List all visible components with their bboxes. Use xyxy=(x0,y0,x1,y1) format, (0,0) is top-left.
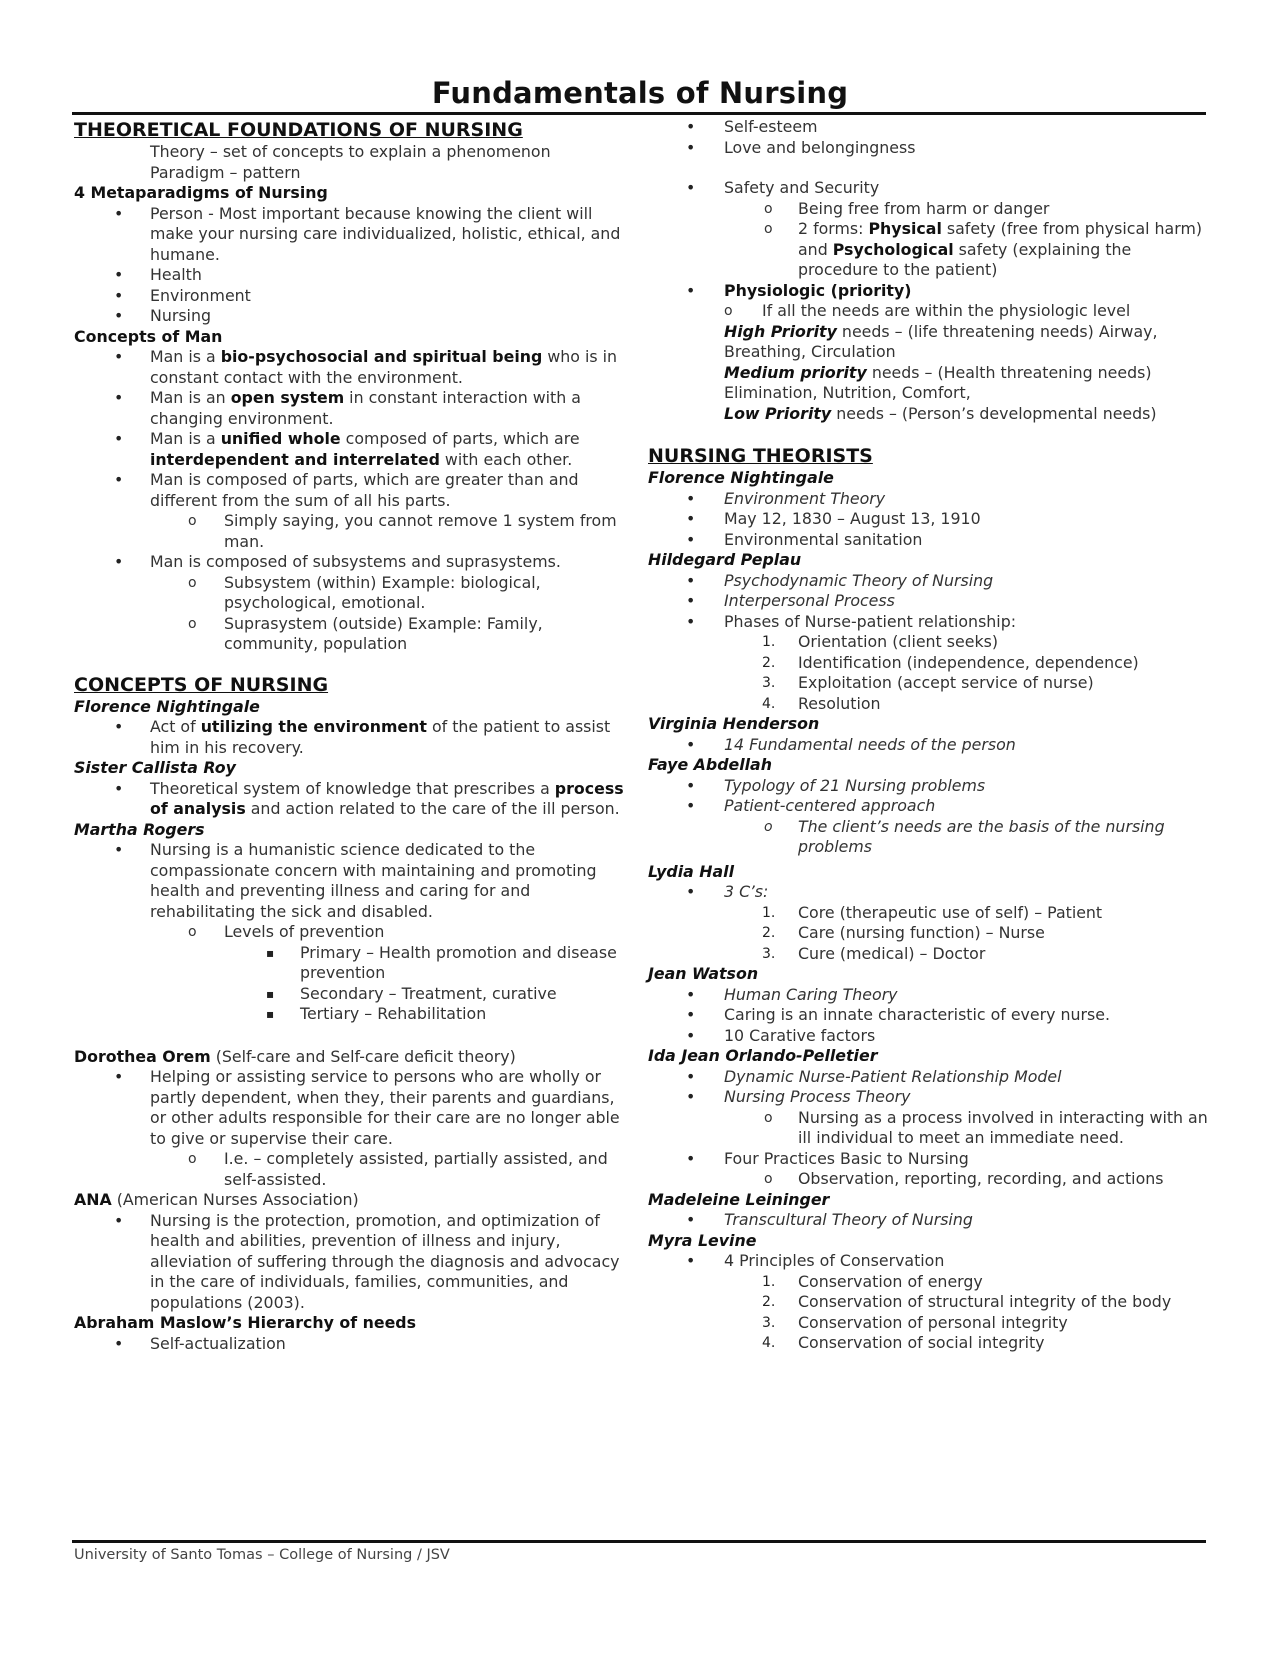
sub-list xyxy=(74,1149,634,1190)
list-item: • Environment xyxy=(74,286,634,307)
right-column xyxy=(648,117,1210,1354)
numbered-item: 2. Care (nursing function) – Nurse xyxy=(762,923,1045,942)
sub-list-item: o Observation, reporting, recording, and actions xyxy=(648,1169,1210,1190)
hall-cs-list xyxy=(648,903,1210,965)
name-dorothea-orem: Dorothea Orem (Self-care and Self-care deficit theory) xyxy=(74,1046,516,1066)
levine-principles-list xyxy=(648,1272,1210,1354)
name-myra-levine: Myra Levine xyxy=(648,1230,757,1250)
sub-list-item: o I.e. – completely assisted, partially assisted, and self-assisted. xyxy=(74,1149,634,1190)
list-item: • Helping or assisting service to persons who are wholly or partly dependent, when they, their parents and guardians, or other adults responsible for their care are no longer able to give or supervise their care. xyxy=(74,1067,634,1149)
sub-list-item: o Levels of prevention xyxy=(74,922,634,943)
physio-sub-item: o If all the needs are within the physiologic level xyxy=(724,301,1131,320)
maslow-list-cont xyxy=(648,117,1210,199)
low-priority: Low Priority needs – (Person’s developmental needs) xyxy=(724,403,1157,423)
section-heading-theoretical: THEORETICAL FOUNDATIONS OF NURSING xyxy=(74,119,523,141)
list-item: • Man is a unified whole composed of parts, which are interdependent and interrelated with each other. xyxy=(74,429,634,470)
peplau-list xyxy=(648,571,1210,633)
list-item: • Man is an open system in constant interaction with a changing environment. xyxy=(74,388,634,429)
list-item: • Environment Theory xyxy=(648,489,1210,510)
numbered-item: 2. Identification (independence, dependence) xyxy=(762,652,1139,672)
sub-list-item: o Simply saying, you cannot remove 1 system from man. xyxy=(74,511,634,552)
list-item: • Environmental sanitation xyxy=(648,530,1210,551)
numbered-item: 1. Core (therapeutic use of self) – Patient xyxy=(762,902,1103,922)
nightingale-list xyxy=(74,717,634,758)
list-item: • Theoretical system of knowledge that prescribes a process of analysis and action related to the care of the ill person. xyxy=(74,779,634,820)
list-item: • Nursing Process Theory xyxy=(648,1087,1210,1108)
list-item: • Human Caring Theory xyxy=(648,985,1210,1006)
numbered-item: 3. Cure (medical) – Doctor xyxy=(762,943,986,963)
document-title: Fundamentals of Nursing xyxy=(431,76,849,110)
list-item: • Psychodynamic Theory of Nursing xyxy=(648,571,1210,592)
maslow-list-physio xyxy=(648,281,1210,302)
orlando-list-cont xyxy=(648,1149,1210,1170)
abdellah-list xyxy=(648,776,1210,817)
list-item: • Health xyxy=(74,265,634,286)
orem-list xyxy=(74,1067,634,1149)
numbered-item: 2. Conservation of structural integrity of the body xyxy=(762,1292,1172,1311)
list-item: • Safety and Security xyxy=(648,178,1210,199)
numbered-item: 4. Resolution xyxy=(762,693,881,713)
hall-list xyxy=(648,882,1210,903)
list-item: • Phases of Nurse-patient relationship: xyxy=(648,612,1210,633)
numbered-item: 1. Conservation of energy xyxy=(762,1271,983,1291)
list-item: • Self-esteem xyxy=(648,117,1210,138)
definition-paradigm: Paradigm – pattern xyxy=(150,162,301,182)
sub-sub-list-item: ▪ Secondary – Treatment, curative xyxy=(74,984,634,1005)
list-item: • Dynamic Nurse-Patient Relationship Model xyxy=(648,1067,1210,1088)
name-ida-jean-orlando: Ida Jean Orlando-Pelletier xyxy=(648,1046,878,1065)
sub-list-item: o Suprasystem (outside) Example: Family, community, population xyxy=(74,614,634,655)
maslow-list xyxy=(74,1334,634,1355)
title-rule xyxy=(72,112,1206,115)
list-item: • Patient-centered approach xyxy=(648,796,1210,817)
orlando-list xyxy=(648,1067,1210,1108)
numbered-item: 4. Conservation of social integrity xyxy=(762,1333,1045,1352)
sub-list-item: o 2 forms: Physical safety (free from physical harm) and Psychological safety (explaining the procedure to the patient) xyxy=(648,219,1210,281)
footer-rule xyxy=(72,1540,1206,1543)
list-item: • 3 C’s: xyxy=(648,882,1210,903)
name-florence-nightingale-theorist: Florence Nightingale xyxy=(648,468,834,487)
sub-list-item: o The client’s needs are the basis of the nursing problems xyxy=(648,817,1210,858)
sub-list-item: o Subsystem (within) Example: biological, psychological, emotional. xyxy=(74,573,634,614)
sub-sub-list-item: ▪ Tertiary – Rehabilitation xyxy=(74,1004,634,1025)
section-heading-theorists: NURSING THEORISTS xyxy=(648,445,873,467)
list-item: • Four Practices Basic to Nursing xyxy=(648,1149,1210,1170)
list-item: • Caring is an innate characteristic of every nurse. xyxy=(648,1005,1210,1026)
name-florence-nightingale: Florence Nightingale xyxy=(74,696,260,716)
rogers-list xyxy=(74,840,634,922)
sub-list xyxy=(74,922,634,943)
levine-list xyxy=(648,1251,1210,1272)
list-item: • 4 Principles of Conservation xyxy=(648,1251,1210,1272)
list-item: • Nursing is the protection, promotion, and optimization of health and abilities, prevention of illness and injury, alleviation of suffering through the diagnosis and advocacy in the care of individuals, families, communities, and populations (2003). xyxy=(74,1211,634,1314)
concepts-of-man-list-cont xyxy=(74,552,634,573)
list-item: • Man is composed of subsystems and suprasystems. xyxy=(74,552,634,573)
name-lydia-hall: Lydia Hall xyxy=(648,861,735,881)
subheading-concepts-of-man: Concepts of Man xyxy=(74,326,223,346)
name-callista-roy: Sister Callista Roy xyxy=(74,758,236,777)
name-madeleine-leininger: Madeleine Leininger xyxy=(648,1189,830,1209)
leininger-list xyxy=(648,1210,1210,1231)
concepts-of-man-list xyxy=(74,347,634,511)
name-jean-watson: Jean Watson xyxy=(648,964,759,983)
name-virginia-henderson: Virginia Henderson xyxy=(648,714,820,733)
list-item: • Interpersonal Process xyxy=(648,591,1210,612)
list-item: • Nursing is a humanistic science dedicated to the compassionate concern with maintaining and promoting health and preventing illness and caring for and rehabilitating the sick and disabled. xyxy=(74,840,634,922)
prevention-levels-list xyxy=(74,943,634,1025)
subheading-metaparadigms: 4 Metaparadigms of Nursing xyxy=(74,183,328,202)
name-ana: ANA (American Nurses Association) xyxy=(74,1190,359,1209)
peplau-phases-list xyxy=(648,632,1210,714)
sub-list xyxy=(648,1108,1210,1149)
sub-list-item: o Being free from harm or danger xyxy=(648,199,1210,220)
list-item: • Transcultural Theory of Nursing xyxy=(648,1210,1210,1231)
list-item: • Love and belongingness xyxy=(648,138,1210,159)
name-faye-abdellah: Faye Abdellah xyxy=(648,755,772,774)
list-item: • Man is a bio-psychosocial and spiritual being who is in constant contact with the environment. xyxy=(74,347,634,388)
henderson-list xyxy=(648,735,1210,756)
footer-text: University of Santo Tomas – College of Nursing / JSV xyxy=(74,1547,450,1563)
roy-list xyxy=(74,779,634,820)
list-item: • Person - Most important because knowing the client will make your nursing care individualized, holistic, ethical, and humane. xyxy=(74,204,634,266)
sub-list xyxy=(648,1169,1210,1190)
sub-list xyxy=(648,199,1210,281)
medium-priority: Medium priority needs – (Health threatening needs) Elimination, Nutrition, Comfort, xyxy=(724,362,1152,402)
ana-list xyxy=(74,1211,634,1314)
left-column xyxy=(74,118,634,1354)
numbered-item: 1. Orientation (client seeks) xyxy=(762,632,998,651)
list-item: • Act of utilizing the environment of the patient to assist him in his recovery. xyxy=(74,717,634,758)
list-item: • 14 Fundamental needs of the person xyxy=(648,735,1210,756)
sub-list-item: o Nursing as a process involved in interacting with an ill individual to meet an immediate need. xyxy=(648,1108,1210,1149)
sub-list xyxy=(648,817,1210,858)
list-item: • Physiologic (priority) xyxy=(648,281,1210,302)
list-item: • May 12, 1830 – August 13, 1910 xyxy=(648,509,1210,530)
name-martha-rogers: Martha Rogers xyxy=(74,819,205,839)
watson-list xyxy=(648,985,1210,1047)
name-hildegard-peplau: Hildegard Peplau xyxy=(648,550,802,569)
subheading-maslow: Abraham Maslow’s Hierarchy of needs xyxy=(74,1313,417,1332)
metaparadigm-list xyxy=(74,204,634,327)
sub-sub-list-item: ▪ Primary – Health promotion and disease prevention xyxy=(74,943,634,984)
list-item: • Self-actualization xyxy=(74,1334,634,1355)
nightingale-theorist-list xyxy=(648,489,1210,551)
high-priority: High Priority needs – (life threatening needs) Airway, Breathing, Circulation xyxy=(724,321,1158,361)
sub-list xyxy=(74,511,634,552)
list-item: • 10 Carative factors xyxy=(648,1026,1210,1047)
numbered-item: 3. Exploitation (accept service of nurse) xyxy=(762,673,1094,692)
section-heading-concepts: CONCEPTS OF NURSING xyxy=(74,673,329,696)
sub-list xyxy=(74,573,634,655)
list-item: • Man is composed of parts, which are greater than and different from the sum of all his parts. xyxy=(74,470,634,511)
definition-theory: Theory – set of concepts to explain a phenomenon xyxy=(150,142,551,161)
list-item: • Nursing xyxy=(74,306,634,327)
numbered-item: 3. Conservation of personal integrity xyxy=(762,1312,1068,1332)
list-item: • Typology of 21 Nursing problems xyxy=(648,776,1210,797)
